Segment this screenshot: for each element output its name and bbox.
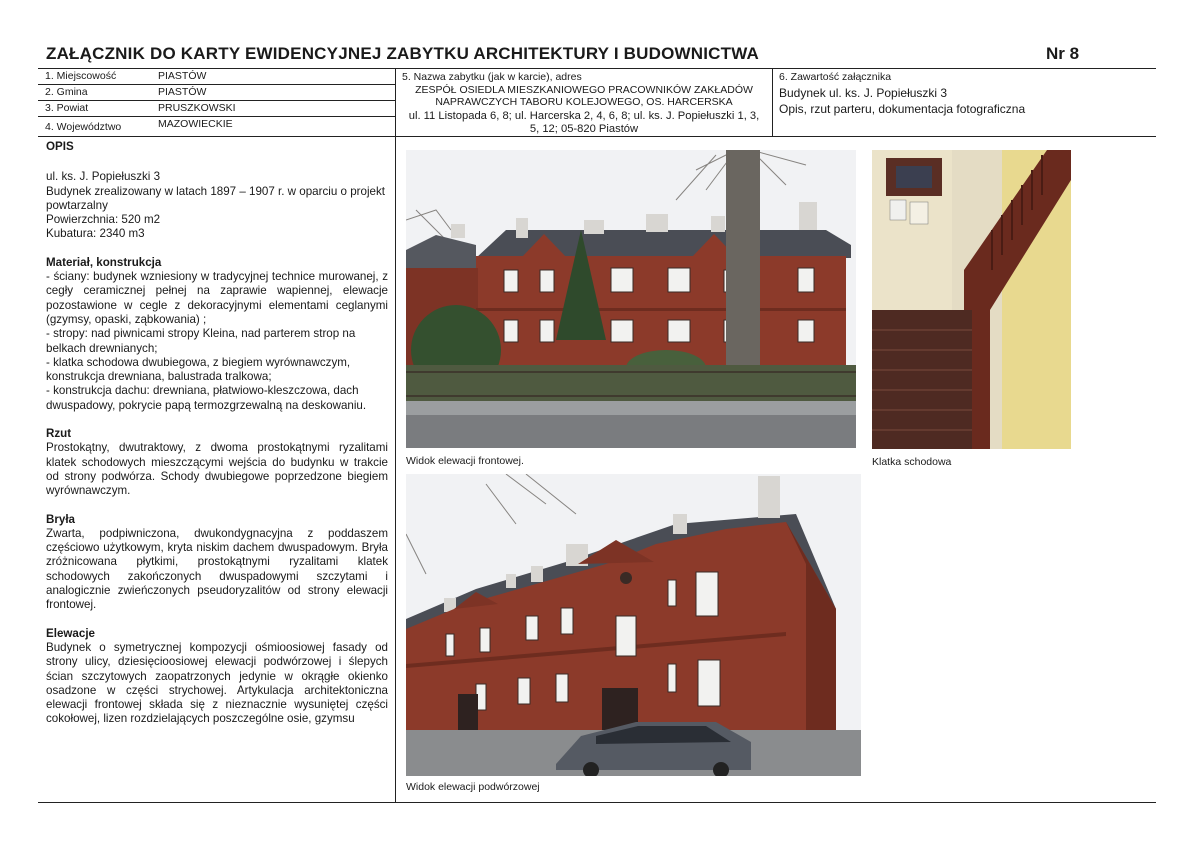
field-value-gmina: PIASTÓW <box>158 86 207 98</box>
material-line: - klatka schodowa dwubiegowa, z biegiem wyrównawczym, konstrukcja drewniana, balustrada tralkowa; <box>46 355 351 384</box>
row-rule-3 <box>38 116 395 117</box>
field-label-gmina: 2. Gmina <box>45 86 88 98</box>
column-divider-1 <box>395 68 396 803</box>
card-number: Nr 8 <box>1046 44 1080 63</box>
bryla-text: Zwarta, podpiwniczona, dwukondygnacyjna z poddaszem częściowo użytkowym, kryta niskim dachem dwuspadowym. Bryła zróżnicowana płytkimi, prostokątnymi ryzalitami klatek schodowych zakończonych dwuspadowymi szczytami i analogicznie zwieńczonych pseudoryzalitów od strony elewacji frontowej. <box>46 526 388 612</box>
elewacje-heading: Elewacje <box>46 626 95 640</box>
opis-line: Budynek zrealizowany w latach 1897 – 1907 r. w oparciu o projekt powtarzalny <box>46 184 385 212</box>
elewacje-text: Budynek o symetrycznej kompozycji ośmioosiowej fasady od strony ulicy, dziesięcioosiowej elewacji podwórzowej i ślepych ścian szczytowych zaopatrzonych jedynie w okrągłe okienko osadzone w części strychowej. Artykulacja architektoniczna elewacji frontowej składa się z nieznacznie wysuniętej części cokołowej, lizen rozdzielających poszczególne osie, gzymsu <box>46 640 388 726</box>
row-rule-1 <box>38 84 395 85</box>
field-value-miejscowosc: PIASTÓW <box>158 70 207 82</box>
monument-name-line1: ZESPÓŁ OSIEDLA MIESZKANIOWEGO PRACOWNIKÓW ZAKŁADÓW <box>415 84 753 96</box>
header-top-rule <box>38 68 1156 69</box>
rzut-text: Prostokątny, dwutraktowy, z dwoma prostokątnymi ryzalitami klatek schodowych mieszczącymi wejścia do budynku w trakcie od strony podwórza. Schody dwubiegowe poprzedzone biegiem wyrównawczym. <box>46 441 388 498</box>
caption-courtyard-elevation: Widok elewacji podwórzowej <box>406 781 540 793</box>
bryla-heading: Bryła <box>46 512 76 526</box>
field-label-powiat: 3. Powiat <box>45 102 89 114</box>
description-column <box>46 140 388 727</box>
caption-front-elevation: Widok elewacji frontowej. <box>406 455 524 467</box>
column-divider-2 <box>772 68 773 136</box>
rzut-heading: Rzut <box>46 427 72 441</box>
material-line: - konstrukcja dachu: drewniana, płatwiowo-kleszczowa, dach dwuspadowy, pokrycie papą termozgrzewalną na deskowaniu. <box>46 384 367 412</box>
photo-front-elevation <box>406 150 856 448</box>
material-line: - ściany: budynek wzniesiony w tradycyjnej technice murowanej, z cegły ceramicznej pełnej na zaprawie wapiennej, elewacje pozostawione w cegle z dekoracyjnymi elementami ceglanymi (gzymsy, opaski, ząbkowania) ; <box>46 270 388 326</box>
monument-address-line2: 5, 12; 05-820 Piastów <box>529 123 639 135</box>
caption-staircase: Klatka schodowa <box>872 456 952 468</box>
page-bottom-rule <box>38 802 1156 803</box>
monument-address-line1: ul. 11 Listopada 6, 8; ul. Harcerska 2, 4, 6, 8; ul. ks. J. Popiełuszki 1, 3, <box>408 110 760 122</box>
contents-line1: Budynek ul. ks. J. Popiełuszki 3 <box>779 86 948 100</box>
opis-line: Powierzchnia: 520 m2 <box>46 213 161 227</box>
field-value-powiat: PRUSZKOWSKI <box>158 102 236 114</box>
photo-staircase <box>872 150 1071 449</box>
photo-courtyard-elevation <box>406 474 861 776</box>
material-heading: Materiał, konstrukcja <box>46 255 162 269</box>
monument-address <box>398 110 770 136</box>
material-line: - stropy: nad piwnicami stropy Kleina, nad parterem strop na belkach drewnianych; <box>46 327 356 355</box>
opis-line: ul. ks. J. Popiełuszki 3 <box>46 170 161 184</box>
opis-heading: OPIS <box>46 140 74 153</box>
monument-name-line2: NAPRAWCZYCH TABORU KOLEJOWEGO, OS. HARCERSKA <box>435 96 733 108</box>
header-bottom-rule <box>38 136 1156 137</box>
field-label-miejscowosc: 1. Miejscowość <box>45 70 117 82</box>
monument-name <box>398 84 770 108</box>
opis-line: Kubatura: 2340 m3 <box>46 227 145 241</box>
contents-label: 6. Zawartość załącznika <box>779 71 892 83</box>
field-label-wojewodztwo: 4. Województwo <box>45 121 122 133</box>
monument-label: 5. Nazwa zabytku (jak w karcie), adres <box>402 71 582 83</box>
contents-line2: Opis, rzut parteru, dokumentacja fotograficzna <box>779 102 1026 116</box>
field-value-wojewodztwo: MAZOWIECKIE <box>158 118 233 130</box>
row-rule-2 <box>38 100 395 101</box>
page-title: ZAŁĄCZNIK DO KARTY EWIDENCYJNEJ ZABYTKU ARCHITEKTURY I BUDOWNICTWA <box>46 44 760 63</box>
